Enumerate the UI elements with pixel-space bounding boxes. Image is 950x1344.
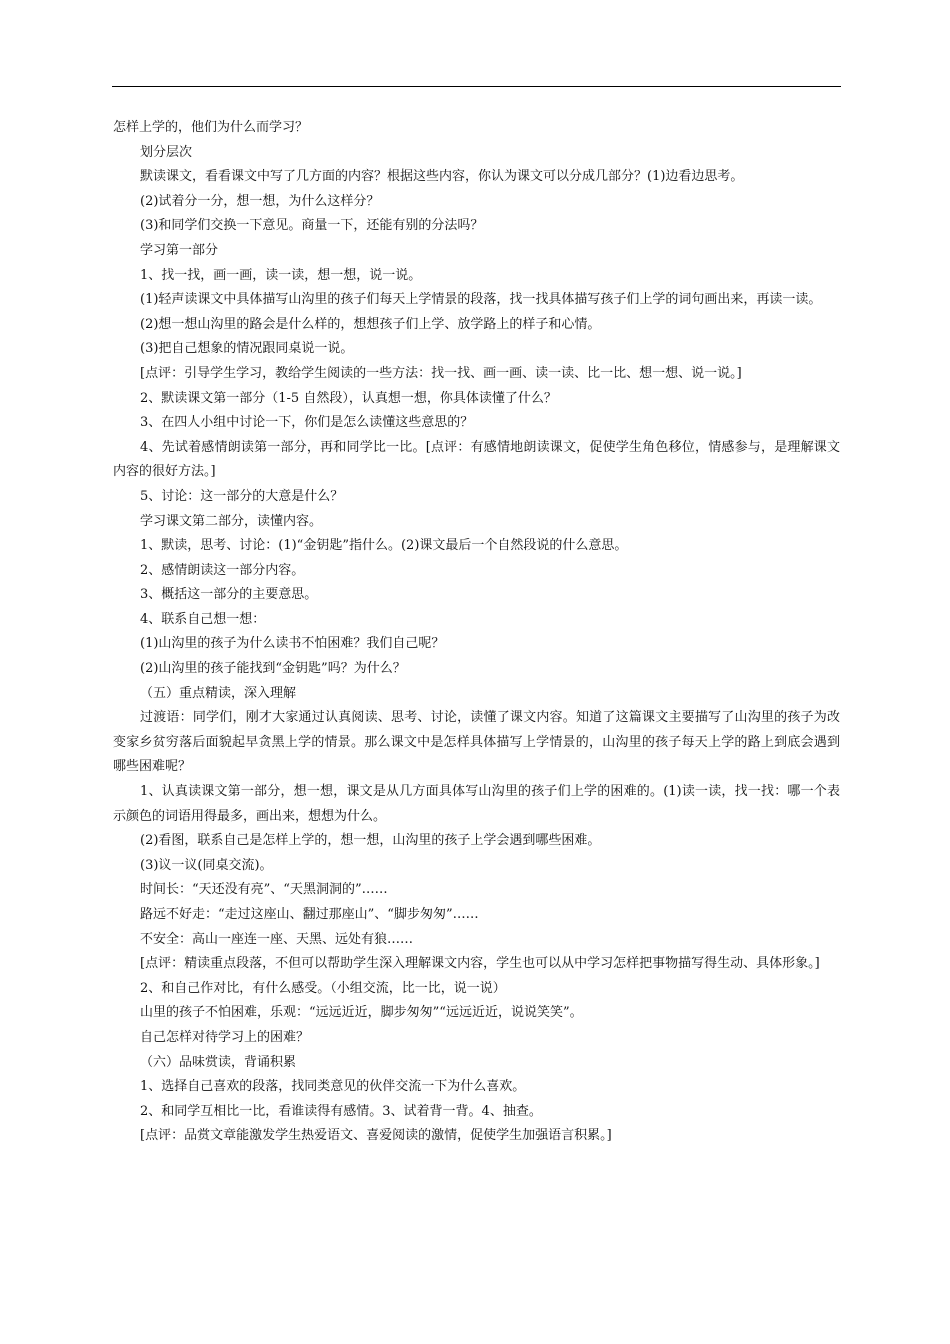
- paragraph: (2)山沟里的孩子能找到“金钥匙”吗？为什么？: [140, 661, 406, 677]
- paragraph: 1、选择自己喜欢的段落，找同类意见的伙伴交流一下为什么喜欢。: [140, 1079, 526, 1095]
- paragraph: 4、先试着感情朗读第一部分，再和同学比一比。[点评：有感情地朗读课文，促使学生角色移位，情感参与，是理解课文内容的很好方法。]: [113, 439, 840, 480]
- paragraph: 山里的孩子不怕困难，乐观：“远远近近，脚步匆匆”“远远近近，说说笑笑”。: [140, 1005, 583, 1021]
- paragraph: 4、联系自己想一想：: [140, 611, 266, 627]
- paragraph: 2、默读课文第一部分（1-5 自然段），认真想一想，你具体读懂了什么？: [140, 390, 557, 406]
- paragraph: 2、感情朗读这一部分内容。: [140, 562, 305, 578]
- paragraph: (1)山沟里的孩子为什么读书不怕困难？我们自己呢？: [140, 636, 445, 652]
- paragraph: 学习课文第二部分，读懂内容。: [140, 513, 323, 529]
- paragraph: (3)把自己想象的情况跟同桌说一说。: [140, 341, 354, 357]
- paragraph: (3)和同学们交换一下意见。商量一下，还能有别的分法吗？: [140, 218, 484, 234]
- paragraph: 时间长：“天还没有亮”、“天黑洞洞的”……: [140, 882, 388, 898]
- paragraph: 路远不好走：“走过这座山、翻过那座山”、“脚步匆匆”……: [140, 907, 479, 922]
- paragraph: 默读课文，看看课文中写了几方面的内容？根据这些内容，你认为课文可以分成几部分？(1)边看边思考。: [140, 169, 744, 185]
- paragraph: 2、和自己作对比，有什么感受。（小组交流，比一比，说一说）: [140, 980, 506, 996]
- paragraph: 划分层次: [140, 144, 193, 160]
- paragraph: 5、讨论：这一部分的大意是什么？: [140, 488, 344, 504]
- document-body: [113, 116, 840, 1149]
- paragraph: （五）重点精读，深入理解: [140, 685, 297, 701]
- paragraph: 过渡语：同学们，刚才大家通过认真阅读、思考、讨论，读懂了课文内容。知道了这篇课文主要描写了山沟里的孩子为改变家乡贫穷落后面貌起早贪黑上学的情景。那么课文中是怎样具体描写上学情景的，山沟里的孩子每天上学的路上到底会遇到哪些困难呢？: [113, 710, 840, 775]
- paragraph: 3、在四人小组中讨论一下，你们是怎么读懂这些意思的？: [140, 415, 474, 431]
- paragraph: (1)轻声读课文中具体描写山沟里的孩子们每天上学情景的段落，找一找具体描写孩子们上学的词句画出来，再读一读。: [140, 292, 822, 308]
- paragraph: 3、概括这一部分的主要意思。: [140, 587, 318, 603]
- paragraph: 学习第一部分: [140, 242, 219, 258]
- paragraph: 不安全：高山一座连一座、天黑、远处有狼……: [140, 931, 414, 947]
- paragraph: 1、认真读课文第一部分，想一想，课文是从几方面具体写山沟里的孩子们上学的困难的。(1)读一读，找一找：哪一个表示颜色的词语用得最多，画出来，想想为什么。: [113, 784, 840, 824]
- header-rule: [112, 86, 841, 87]
- paragraph: (2)试着分一分，想一想，为什么这样分？: [140, 193, 380, 209]
- paragraph: （六）品味赏读，背诵积累: [140, 1054, 297, 1070]
- paragraph: 自己怎样对待学习上的困难？: [140, 1029, 310, 1045]
- paragraph: [点评：引导学生学习，教给学生阅读的一些方法：找一找、画一画、读一读、比一比、想一想、说一说。]: [140, 365, 742, 381]
- paragraph: (2)想一想山沟里的路会是什么样的，想想孩子们上学、放学路上的样子和心情。: [140, 316, 601, 332]
- paragraph: [点评：精读重点段落，不但可以帮助学生深入理解课文内容，学生也可以从中学习怎样把事物描写得生动、具体形象。]: [140, 956, 820, 972]
- paragraph: 怎样上学的，他们为什么而学习？: [113, 120, 309, 135]
- paragraph: 2、和同学互相比一比，看谁读得有感情。3、试着背一背。4、抽查。: [140, 1103, 542, 1119]
- paragraph: [点评：品赏文章能激发学生热爱语文、喜爱阅读的激情，促使学生加强语言积累。]: [140, 1128, 612, 1144]
- paragraph: 1、找一找，画一画，读一读，想一想，说一说。: [140, 267, 422, 283]
- paragraph: (3)议一议(同桌交流)。: [140, 857, 273, 873]
- paragraph: (2)看图，联系自己是怎样上学的，想一想，山沟里的孩子上学会遇到哪些困难。: [140, 833, 601, 849]
- paragraph: 1、默读，思考、讨论：(1)“金钥匙”指什么。(2)课文最后一个自然段说的什么意思。: [140, 538, 628, 554]
